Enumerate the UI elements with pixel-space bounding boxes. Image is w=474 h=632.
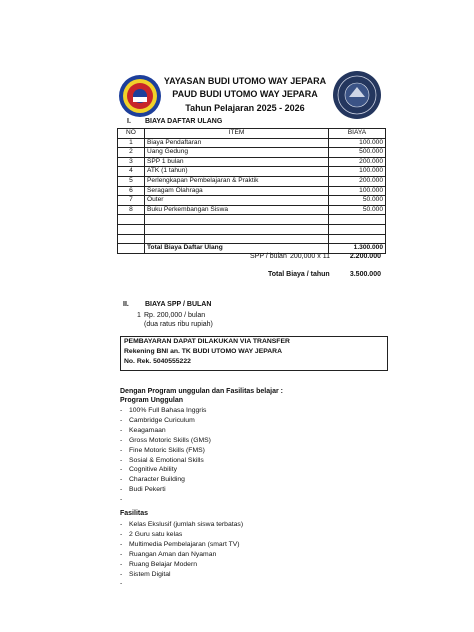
transfer-info-box (120, 336, 388, 371)
cell-item: Biaya Pendaftaran (145, 138, 329, 148)
spp-value: 2.200.000 (349, 253, 381, 260)
cell-item: SPP 1 bulan (145, 157, 329, 167)
list-item-text: Budi Pekerti (129, 486, 166, 494)
cell-no: 1 (118, 138, 145, 148)
list-item-text: Fine Motoric Skills (FMS) (129, 446, 205, 454)
table-row (118, 157, 386, 167)
header-no: NO (118, 129, 145, 139)
program-list (120, 406, 211, 505)
fee-table (117, 128, 386, 254)
dash: - (120, 570, 123, 578)
dash: - (120, 540, 123, 548)
dash: - (120, 476, 123, 484)
list-item (120, 495, 211, 505)
list-item (120, 456, 211, 466)
section-1-title: BIAYA DAFTAR ULANG (145, 118, 223, 125)
cell-no: 7 (118, 196, 145, 206)
list-item-text: 100% Full Bahasa Inggris (129, 407, 207, 414)
list-item (120, 446, 211, 456)
list-item (120, 426, 211, 436)
cell-item: Seragam Olahraga (145, 186, 329, 196)
cell-biaya: 50.000 (329, 196, 386, 206)
dash: - (120, 466, 123, 474)
list-item-text: Sistem Digital (129, 570, 171, 578)
list-item-text: Keagamaan (129, 426, 166, 434)
list-item-text: Ruangan Aman dan Nyaman (129, 550, 217, 558)
cell-biaya: 100.000 (329, 186, 386, 196)
list-item (120, 560, 243, 570)
list-item-text: 2 Guru satu kelas (129, 530, 183, 538)
foundation-title: YAYASAN BUDI UTOMO WAY JEPARA (163, 76, 327, 86)
cell-item: ATK (1 tahun) (145, 167, 329, 177)
cell-biaya: 200.000 (329, 157, 386, 167)
spp-amount-words: (dua ratus ribu rupiah) (144, 321, 213, 328)
total-year-value: 3.500.000 (349, 271, 381, 278)
header-item: ITEM (145, 129, 329, 139)
table-total-row (118, 244, 386, 254)
cell-item: Outer (145, 196, 329, 206)
list-item (120, 530, 243, 540)
cell-item (145, 234, 329, 244)
school-title: PAUD BUDI UTOMO WAY JEPARA (172, 89, 318, 99)
list-item (120, 520, 243, 530)
cell-biaya: 100.000 (329, 167, 386, 177)
cell-no: 5 (118, 176, 145, 186)
bank-account-number: No. Rek. 5040555222 (124, 358, 191, 365)
spp-amount: Rp. 200,000 / bulan (144, 312, 206, 319)
list-item-text: Cognitive Ability (129, 466, 177, 474)
spp-calc: 200,000 x 11 (290, 253, 330, 260)
cell-no (118, 234, 145, 244)
table-row-empty (118, 215, 386, 225)
cell-no: 3 (118, 157, 145, 167)
section-1-number: I. (127, 118, 131, 125)
cell-item: Buku Perkembangan Siswa (145, 205, 329, 215)
table-row (118, 176, 386, 186)
list-item-text: Multimedia Pembelajaran (smart TV) (129, 540, 240, 548)
list-item (120, 550, 243, 560)
table-row (118, 186, 386, 196)
dash: - (120, 530, 123, 538)
cell-no: 8 (118, 205, 145, 215)
dash: - (120, 560, 123, 568)
program-intro: Dengan Program unggulan dan Fasilitas belajar : (120, 388, 283, 395)
list-item (120, 579, 243, 589)
list-item (120, 436, 211, 446)
section-2-item-no: 1 (137, 312, 141, 319)
spp-label: SPP / bulan (250, 253, 287, 260)
list-item (120, 406, 211, 416)
cell-biaya: 100.000 (329, 138, 386, 148)
bank-account-name: Rekening BNI an. TK BUDI UTOMO WAY JEPARA (124, 348, 282, 355)
cell-biaya (329, 224, 386, 234)
dash: - (120, 436, 123, 444)
total-label: Total Biaya Daftar Ulang (145, 244, 329, 254)
program-heading: Program Unggulan (120, 397, 184, 404)
header-biaya: BIAYA (329, 129, 386, 139)
dash: - (120, 456, 123, 464)
table-row-empty (118, 224, 386, 234)
cell-no: 4 (118, 167, 145, 177)
table-header-row (118, 129, 386, 139)
cell-item: Perlengkapan Pembelajaran & Praktik (145, 176, 329, 186)
list-item-text: Character Building (129, 476, 185, 484)
list-item (120, 485, 211, 495)
table-row-empty (118, 234, 386, 244)
table-row (118, 167, 386, 177)
cell-item (145, 224, 329, 234)
dash: - (120, 426, 123, 434)
cell-no (118, 215, 145, 225)
cell-no (118, 224, 145, 234)
cell-no (118, 244, 145, 254)
dash: - (120, 446, 123, 454)
cell-no: 6 (118, 186, 145, 196)
cell-biaya (329, 234, 386, 244)
list-item-text: Gross Motoric Skills (GMS) (129, 436, 211, 444)
total-year-label: Total Biaya / tahun (268, 271, 330, 278)
transfer-line-1: PEMBAYARAN DAPAT DILAKUKAN VIA TRANSFER (124, 338, 290, 345)
list-item (120, 465, 211, 475)
dash: - (120, 521, 123, 528)
list-item (120, 540, 243, 550)
dash: - (120, 580, 123, 588)
cell-biaya (329, 215, 386, 225)
list-item-text: Cambridge Curiculum (129, 416, 195, 424)
table-row (118, 196, 386, 206)
cell-biaya: 200.000 (329, 176, 386, 186)
list-item-text: Sosial & Emotional Skills (129, 456, 204, 464)
list-item (120, 416, 211, 426)
table-row (118, 138, 386, 148)
academic-year: Tahun Pelajaran 2025 - 2026 (185, 103, 305, 113)
fasilitas-heading: Fasilitas (120, 510, 149, 517)
dash: - (120, 550, 123, 558)
cell-item: Uang Gedung (145, 148, 329, 158)
dash: - (120, 407, 123, 414)
dash: - (120, 496, 123, 504)
section-2-title: BIAYA SPP / BULAN (145, 301, 212, 308)
cell-item (145, 215, 329, 225)
list-item-text: Ruang Belajar Modern (129, 560, 198, 568)
table-row (118, 205, 386, 215)
list-item (120, 475, 211, 485)
dash: - (120, 486, 123, 494)
cell-no: 2 (118, 148, 145, 158)
cell-biaya: 500.000 (329, 148, 386, 158)
list-item (120, 570, 243, 580)
section-2-number: II. (123, 301, 129, 308)
fasilitas-list (120, 520, 243, 589)
cell-biaya: 50.000 (329, 205, 386, 215)
table-row (118, 148, 386, 158)
dash: - (120, 416, 123, 424)
total-value: 1.300.000 (329, 244, 386, 254)
list-item-text: Kelas Ekslusif (jumlah siswa terbatas) (129, 521, 244, 528)
